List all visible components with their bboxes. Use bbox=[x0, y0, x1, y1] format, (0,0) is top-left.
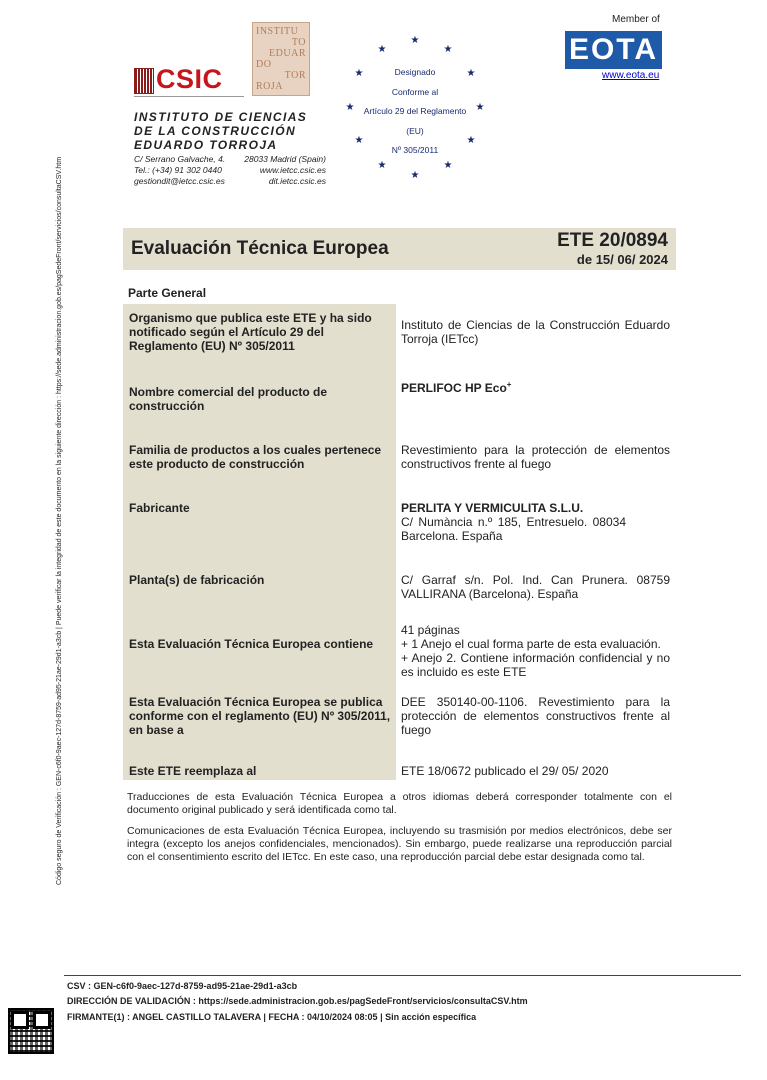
ete-date: de 15/ 06/ 2024 bbox=[576, 252, 668, 267]
csic-crest-icon bbox=[134, 68, 154, 94]
address-street: C/ Serrano Galvache, 4. bbox=[134, 154, 226, 164]
institute-name bbox=[134, 110, 307, 152]
eu-designation-text bbox=[337, 63, 493, 161]
institute-name-line: INSTITUTO DE CIENCIAS bbox=[134, 110, 308, 124]
eu-star-icon: ★ bbox=[466, 68, 476, 79]
contiene-line: + 1 Anejo el cual forma parte de esta evaluación. bbox=[401, 637, 661, 651]
row-value-base: DEE 350140-00-1106. Revestimiento para la protección de elementos constructivos frente al fuego bbox=[401, 695, 670, 737]
row-label-contiene: Esta Evaluación Técnica Europea contiene bbox=[129, 637, 374, 651]
institute-name-line: DE LA CONSTRUCCIÓN bbox=[134, 124, 297, 138]
row-value-fabricante bbox=[401, 501, 670, 543]
row-value-nombre-comercial bbox=[401, 378, 670, 395]
ietcc-logo-line: TOR bbox=[284, 70, 306, 81]
csic-logo-underline bbox=[134, 96, 244, 99]
row-label-familia: Familia de productos a los cuales pertenece este producto de construcción bbox=[129, 443, 382, 471]
ietcc-logo-line: ROJA bbox=[256, 81, 284, 92]
ietcc-logo-line: DO bbox=[256, 59, 272, 70]
eu-text-line: Conforme al bbox=[391, 86, 439, 97]
ete-number: ETE 20/0894 bbox=[557, 230, 668, 251]
eu-star-icon: ★ bbox=[466, 135, 476, 146]
eu-text-line: (EU) bbox=[406, 125, 424, 136]
eu-star-icon: ★ bbox=[475, 102, 485, 113]
eu-star-icon: ★ bbox=[443, 160, 453, 171]
row-value-familia: Revestimiento para la protección de elementos constructivos frente al fuego bbox=[401, 443, 670, 471]
csic-logo bbox=[134, 66, 244, 102]
ietcc-logo-line: TO bbox=[291, 37, 306, 48]
eota-logo: EOTA bbox=[565, 31, 662, 69]
row-value-planta: C/ Garraf s/n. Pol. Ind. Can Prunera. 08759 VALLIRANA (Barcelona). España bbox=[401, 573, 670, 601]
address-dit-site[interactable]: dit.ietcc.csic.es bbox=[268, 176, 326, 186]
ietcc-logo-line: INSTITU bbox=[256, 26, 299, 37]
eu-star-icon: ★ bbox=[410, 35, 420, 46]
eu-text-line: Designado bbox=[394, 67, 436, 77]
ietcc-logo bbox=[252, 22, 310, 96]
row-label-reemplaza: Este ETE reemplaza al bbox=[129, 764, 257, 778]
title-band bbox=[123, 228, 676, 270]
eu-star-icon: ★ bbox=[354, 68, 364, 79]
qr-code-icon bbox=[8, 1008, 54, 1054]
row-value-reemplaza: ETE 18/0672 publicado el 29/ 05/ 2020 bbox=[401, 764, 609, 778]
address-email[interactable]: gestiondit@ietcc.csic.es bbox=[134, 176, 225, 186]
product-name: PERLIFOC HP Eco bbox=[401, 381, 507, 395]
row-label-nombre-comercial: Nombre comercial del producto de construcción bbox=[129, 385, 328, 413]
csic-logo-text: CSIC bbox=[156, 64, 223, 94]
note-translations: Traducciones de esta Evaluación Técnica Europea a otros idiomas deberá corresponder totalmente con el documento original publicado y será identificada como tal. bbox=[127, 791, 672, 816]
product-name-sup: + bbox=[506, 380, 512, 389]
footer-signer: FIRMANTE(1) : ANGEL CASTILLO TALAVERA | FECHA : 04/10/2024 08:05 | Sin acción específica bbox=[67, 1012, 477, 1022]
row-label-planta: Planta(s) de fabricación bbox=[129, 573, 265, 587]
ietcc-logo-line: EDUAR bbox=[269, 48, 306, 59]
section-heading: Parte General bbox=[128, 286, 207, 300]
row-label-fabricante: Fabricante bbox=[129, 501, 190, 515]
note-communications: Comunicaciones de esta Evaluación Técnica Europea, incluyendo su trasmisión por medios electrónicos, debe ser integra (excepto los anejos confidenciales, mencionados). Sin embargo, puede realizarse una reproducción parcial con el consentimiento escrito del IETcc. En este caso, una reproducción parcial debe estar designada como tal. bbox=[127, 825, 672, 863]
institute-address bbox=[134, 154, 326, 187]
address-city: 28033 Madrid (Spain) bbox=[244, 154, 326, 164]
manufacturer-address: C/ Numància n.º 185, Entresuelo. 08034 Barcelona. España bbox=[401, 515, 626, 543]
eu-star-icon: ★ bbox=[377, 160, 387, 171]
eu-text-line: Artículo 29 del Reglamento bbox=[363, 106, 467, 116]
eu-star-icon: ★ bbox=[345, 102, 355, 113]
footer-validation-url[interactable]: DIRECCIÓN DE VALIDACIÓN : https://sede.administracion.gob.es/pagSedeFront/servicios/consultaCSV.htm bbox=[67, 996, 528, 1006]
address-phone: Tel.: (+34) 91 302 0440 bbox=[134, 165, 222, 175]
eu-star-icon: ★ bbox=[354, 135, 364, 146]
eu-text-line: Nº 305/2011 bbox=[391, 145, 439, 155]
eu-star-icon: ★ bbox=[377, 44, 387, 55]
row-label-organismo: Organismo que publica este ETE y ha sido notificado según el Artículo 29 del Reglamento (EU) Nº 305/2011 bbox=[129, 311, 372, 353]
footer-divider bbox=[64, 975, 741, 976]
eu-star-icon: ★ bbox=[410, 170, 420, 181]
row-label-base: Esta Evaluación Técnica Europea se publica conforme con el reglamento (EU) Nº 305/2011, en base a bbox=[129, 695, 391, 737]
institute-name-line: EDUARDO TORROJA bbox=[134, 138, 278, 152]
row-value-contiene bbox=[401, 623, 670, 679]
address-website[interactable]: www.ietcc.csic.es bbox=[259, 165, 326, 175]
contiene-line: + Anejo 2. Contiene información confidencial y no es incluido es este ETE bbox=[401, 651, 670, 679]
document-title: Evaluación Técnica Europea bbox=[131, 238, 389, 259]
manufacturer-name: PERLITA Y VERMICULITA S.L.U. bbox=[401, 501, 584, 515]
row-value-organismo: Instituto de Ciencias de la Construcción Eduardo Torroja (IETcc) bbox=[401, 318, 670, 346]
eu-designation-block bbox=[337, 36, 493, 184]
eu-star-icon: ★ bbox=[443, 44, 453, 55]
side-verification-text bbox=[56, 80, 66, 885]
eota-link[interactable]: www.eota.eu bbox=[602, 70, 660, 81]
side-verification-label: Código seguro de Verificación : GEN-c6f0-9aec-127d-8759-ad95-21ae-29d1-a3cb | Puede verificar la integridad de este documento en la siguiente dirección : https://sede.administracion.gob.es/pagSedeFront/servicios/consultaCSV.htm bbox=[56, 156, 63, 885]
contiene-line: 41 páginas bbox=[401, 623, 460, 637]
member-of-label: Member of bbox=[612, 14, 660, 25]
footer-csv: CSV : GEN-c6f0-9aec-127d-8759-ad95-21ae-29d1-a3cb bbox=[67, 981, 298, 991]
